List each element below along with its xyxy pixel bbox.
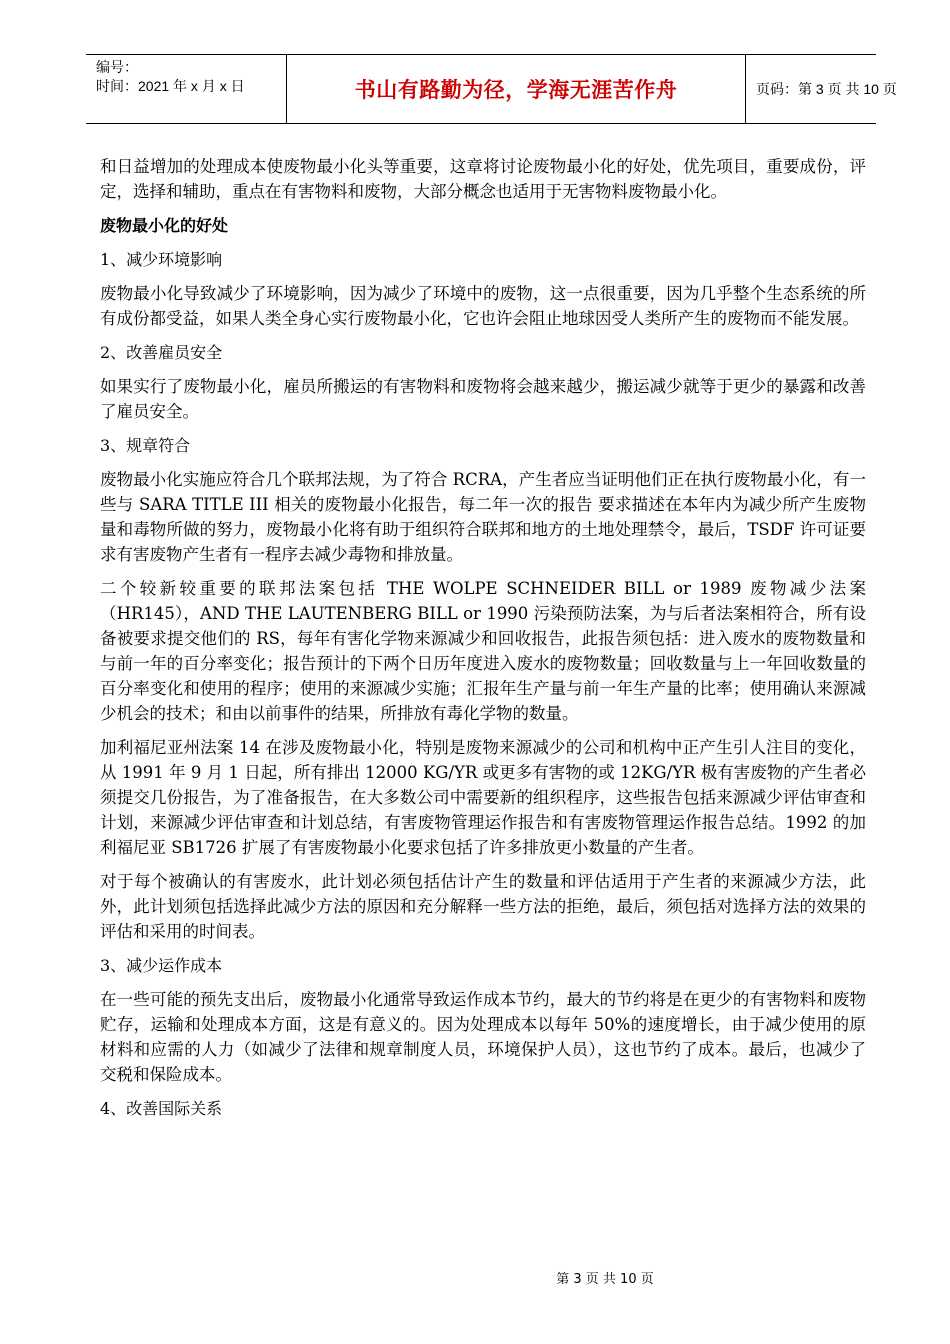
document-number-label: 编号： — [96, 59, 138, 75]
header-page-label: 页码：第 3 页 共 10 页 — [756, 81, 897, 97]
paragraph: 二个较新较重要的联邦法案包括 THE WOLPE SCHNEIDER BILL or 1989 废物减少法案（HR145），AND THE LAUTENBERG BILL or 1990 污染预防法案，为与后者法案相符合，所有设备被要求提交他们的 RS，每年有害化学物来源减少和回收报告，此报告须包括：进入废水的废物数量和与前一年的百分率变化；报告预计的下两个日历年度进入废水的废物数量；回收数量与上一年回收数量的百分率变化和使用的程序；使用的来源减少实施；汇报年生产量与前一年生产量的比率；使用确认来源减少机会的技术；和由以前事件的结果，所排放有毒化学物的数量。 — [100, 579, 866, 723]
paragraph: 加利福尼亚州法案 14 在涉及废物最小化，特别是废物来源减少的公司和机构中正产生引人注目的变化，从 1991 年 9 月 1 日起，所有排出 12000 KG/YR 或更多有害物的或 12KG/YR 极有害废物的产生者必须提交几份报告，为了准备报告，在大多数公司中需要新的组织程序，这些报告包括来源减少评估审查和计划，来源减少评估审查和计划总结，有害废物管理运作报告和有害废物管理运作报告总结。1992 的加利福尼亚 SB1726 扩展了有害废物最小化要求包括了许多排放更小数量的产生者。 — [100, 738, 866, 857]
subsection-title: 2、改善雇员安全 — [100, 343, 223, 362]
page-footer: 第 3 页 共 10 页 — [556, 1272, 654, 1287]
section-heading: 废物最小化的好处 — [100, 216, 229, 235]
paragraph: 对于每个被确认的有害废水，此计划必须包括估计产生的数量和评估适用于产生者的来源减少方法，此外，此计划须包括选择此减少方法的原因和充分解释一些方法的拒绝，最后，须包括对选择方法的效果的评估和采用的时间表。 — [100, 872, 866, 941]
header-motto-cell — [286, 55, 746, 123]
paragraph: 如果实行了废物最小化，雇员所搬运的有害物料和废物将会越来越少，搬运减少就等于更少的暴露和改善了雇员安全。 — [100, 377, 866, 421]
document-time-label: 时间：2021 年 x 月 x 日 — [96, 78, 245, 94]
header-meta — [86, 55, 286, 123]
subsection-title: 4、改善国际关系 — [100, 1099, 223, 1118]
document-body — [100, 154, 866, 1130]
page-header — [86, 54, 897, 124]
subsection-title: 3、规章符合 — [100, 436, 191, 455]
paragraph: 废物最小化导致减少了环境影响，因为减少了环境中的废物，这一点很重要，因为几乎整个生态系统的所有成份都受益，如果人类全身心实行废物最小化，它也许会阻止地球因受人类所产生的废物而不能发展。 — [100, 284, 866, 328]
subsection-title: 1、减少环境影响 — [100, 250, 223, 269]
paragraph: 和日益增加的处理成本使废物最小化头等重要，这章将讨论废物最小化的好处，优先项目，重要成份，评定，选择和辅助，重点在有害物料和废物，大部分概念也适用于无害物料废物最小化。 — [100, 157, 866, 201]
paragraph: 废物最小化实施应符合几个联邦法规，为了符合 RCRA，产生者应当证明他们正在执行废物最小化，有一些与 SARA TITLE III 相关的废物最小化报告，每二年一次的报告 要求描述在本年内为减少所产生废物量和毒物所做的努力，废物最小化将有助于组织符合联邦和地方的土地处理禁令，最后，TSDF 许可证要求有害废物产生者有一程序去减少毒物和排放量。 — [100, 470, 866, 564]
subsection-title: 3、减少运作成本 — [100, 956, 223, 975]
header-motto: 书山有路勤为径，学海无涯苦作舟 — [354, 78, 678, 102]
paragraph: 在一些可能的预先支出后，废物最小化通常导致运作成本节约，最大的节约将是在更少的有害物料和废物贮存，运输和处理成本方面，这是有意义的。因为处理成本以每年 50%的速度增长，由于减少使用的原材料和应需的人力（如减少了法律和规章制度人员，环境保护人员），这也节约了成本。最后，也减少了交税和保险成本。 — [100, 990, 866, 1084]
